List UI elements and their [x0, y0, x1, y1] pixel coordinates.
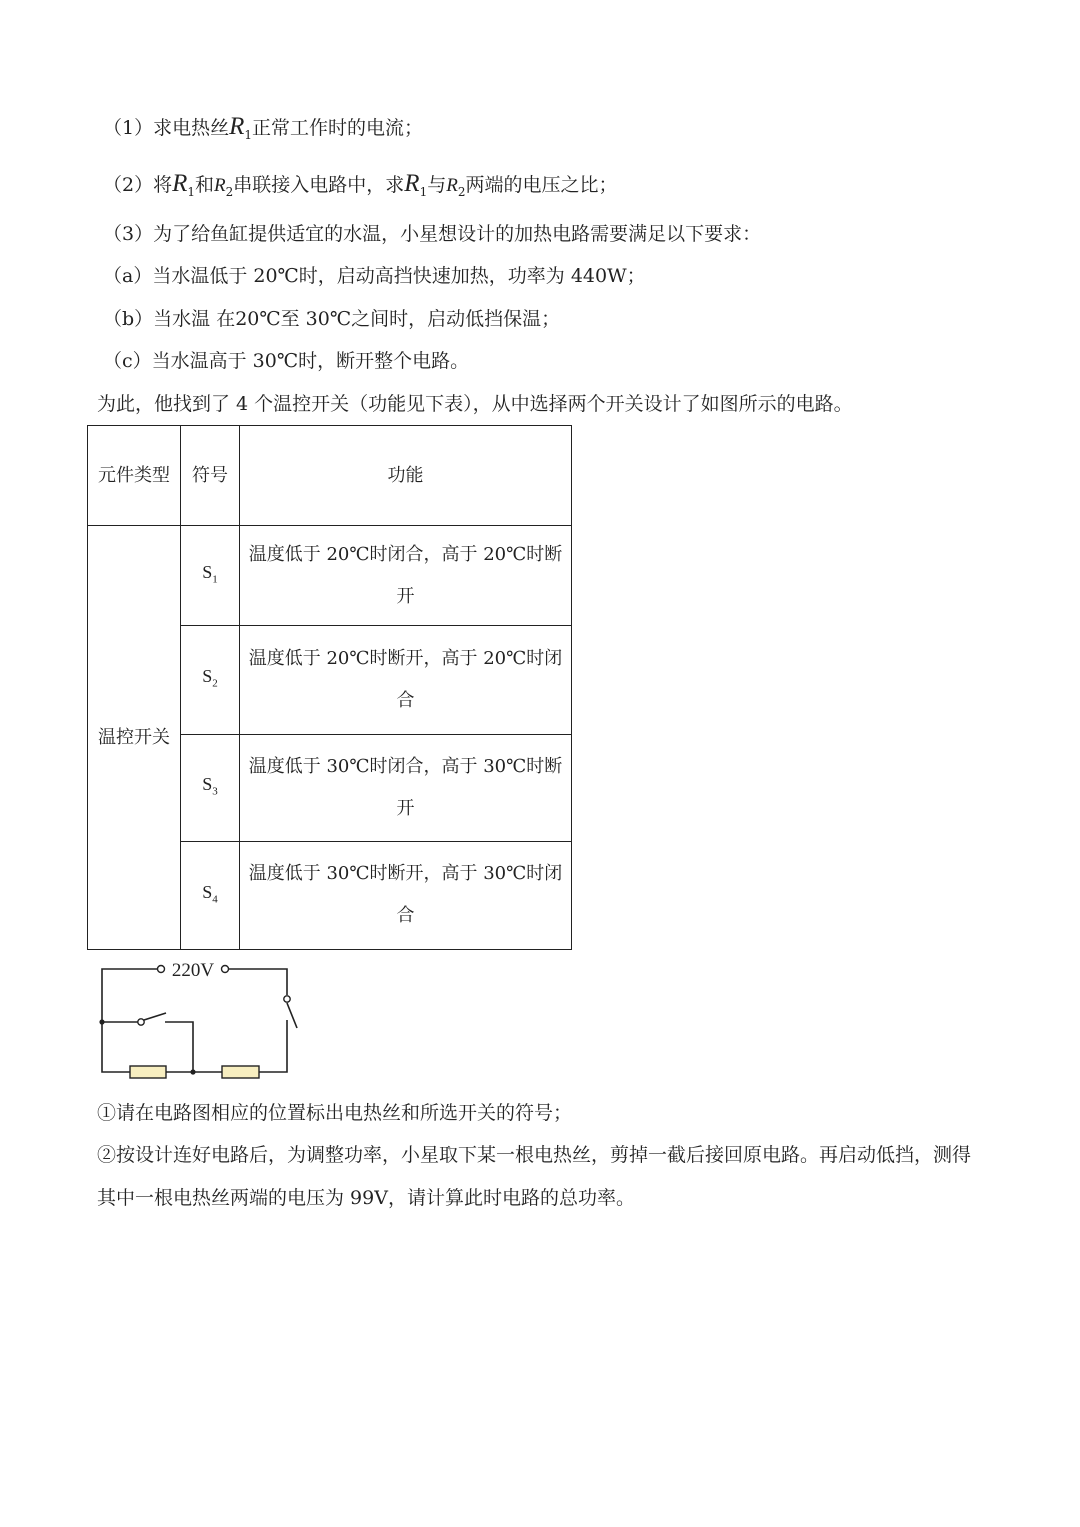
q2-text-pre: （2）将	[103, 174, 173, 196]
q2-text-post: 两端的电压之比；	[465, 174, 618, 196]
terminal-right	[222, 966, 229, 973]
wire-left	[102, 969, 157, 1072]
table-header-row	[88, 426, 572, 526]
switch-symbol: $S_2$	[181, 626, 240, 734]
wire-branch-right	[165, 1022, 193, 1072]
header-function: 功能	[240, 426, 572, 526]
resistor-left	[130, 1066, 166, 1078]
intro-text: 为此，他找到了 4 个温控开关（功能见下表），从中选择两个开关设计了如图所示的电路。	[97, 393, 853, 415]
r1-subscript: 1	[419, 185, 428, 199]
r1-symbol: R	[404, 170, 420, 197]
requirement-b: （b）当水温 在20℃至 30℃之间时，启动低挡保温；	[103, 308, 561, 330]
q2-text-mid: 串联接入电路中，求	[233, 174, 405, 196]
switch-pivot-left	[138, 1019, 144, 1025]
q1-text-pre: （1）求电热丝	[103, 117, 230, 139]
switch-blade-right	[287, 1003, 297, 1028]
switch-function: 温度低于 20℃时闭合，高于 20℃时断开	[240, 526, 572, 626]
sub-question-2-line-2: 其中一根电热丝两端的电压为 99V，请计算此时电路的总功率。	[97, 1187, 635, 1209]
switch-symbol: $S_4$	[181, 841, 240, 949]
r2-subscript: 2	[457, 185, 466, 199]
r1-symbol: R	[229, 113, 245, 140]
sub-question-2-line-1: ②按设计连好电路后，为调整功率，小星取下某一根电热丝，剪掉一截后接回原电路。再启动低挡，测得	[97, 1144, 972, 1166]
switch-symbol: $S_3$	[181, 734, 240, 841]
circuit-diagram	[95, 958, 310, 1083]
switch-blade-left	[144, 1013, 166, 1020]
q2-text-with: 与	[427, 174, 447, 196]
resistor-right	[222, 1066, 259, 1078]
switch-symbol: $S_1$	[181, 526, 240, 626]
group-label: 温控开关	[88, 526, 181, 950]
r2-subscript: 2	[225, 185, 234, 199]
wire-right	[259, 1020, 287, 1072]
header-type: 元件类型	[88, 426, 181, 526]
r1-symbol: R	[172, 170, 188, 197]
junction-dot	[99, 1019, 104, 1024]
question-1	[103, 115, 423, 147]
switch-function: 温度低于 30℃时闭合，高于 30℃时断开	[240, 734, 572, 841]
junction-dot	[190, 1069, 195, 1074]
q2-text-and: 和	[195, 174, 215, 196]
wire-top-right	[229, 969, 287, 995]
r2-symbol: R	[214, 175, 226, 196]
header-symbol: 符号	[181, 426, 240, 526]
switch-function: 温度低于 20℃时断开，高于 20℃时闭合	[240, 626, 572, 734]
switch-function-table	[87, 425, 572, 950]
switch-pivot-right	[284, 996, 290, 1002]
terminal-left	[158, 966, 165, 973]
r1-subscript: 1	[187, 185, 196, 199]
q1-text-post: 正常工作时的电流；	[252, 117, 424, 139]
r1-subscript: 1	[244, 128, 253, 142]
table-row	[88, 526, 572, 626]
r2-symbol: R	[446, 175, 458, 196]
question-3: （3）为了给鱼缸提供适宜的水温，小星想设计的加热电路需要满足以下要求：	[103, 223, 762, 245]
requirement-c: （c）当水温高于 30℃时，断开整个电路。	[103, 350, 470, 372]
requirement-a: （a）当水温低于 20℃时，启动高挡快速加热，功率为 440W；	[103, 265, 646, 287]
switch-function: 温度低于 30℃时断开，高于 30℃时闭合	[240, 841, 572, 949]
question-2	[103, 172, 618, 204]
voltage-label: 220V	[171, 960, 215, 981]
sub-question-1: ①请在电路图相应的位置标出电热丝和所选开关的符号；	[97, 1102, 573, 1124]
